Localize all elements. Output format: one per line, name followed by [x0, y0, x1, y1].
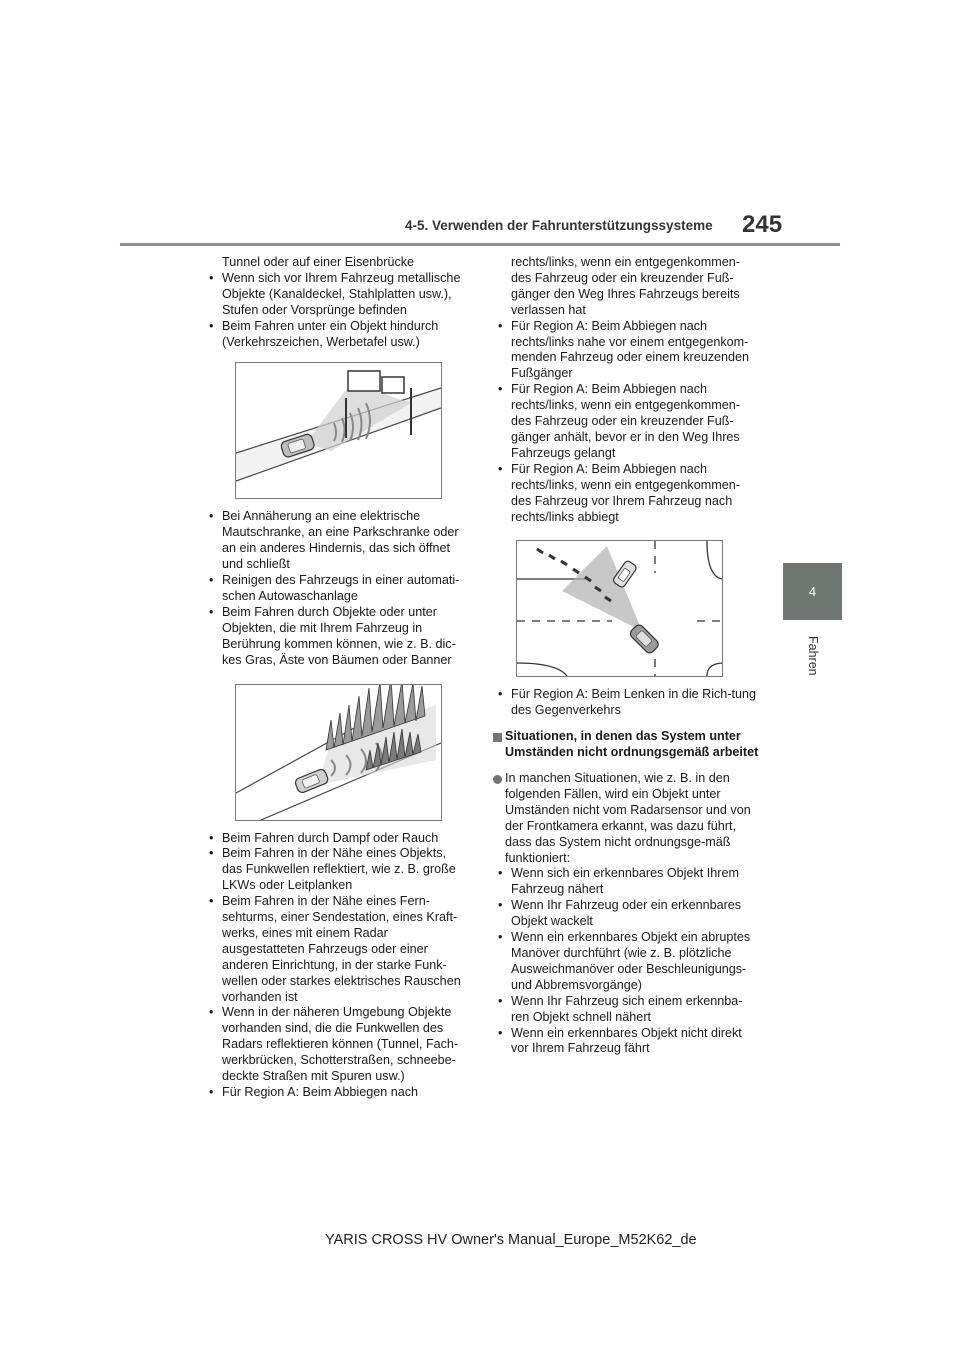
list-item: • Wenn ein erkennbares Objekt nicht direkt vor Ihrem Fahrzeug fährt: [492, 1026, 760, 1058]
list-item: • Wenn Ihr Fahrzeug sich einem erkennba-ren Objekt schnell nähert: [492, 994, 760, 1026]
list-item: • Für Region A: Beim Abbiegen nach rechts/links, wenn ein entgegenkommen-des Fahrzeug oder ein kreuzender Fuß-gänger anhält, bevor er in den Weg Ihres Fahrzeugs gelangt: [492, 382, 760, 462]
list-item: • Beim Fahren unter ein Objekt hindurch (Verkehrszeichen, Werbetafel usw.): [203, 319, 466, 351]
list-item: • Reinigen des Fahrzeugs in einer automati-schen Autowaschanlage: [203, 573, 466, 605]
continuation-text: Tunnel oder auf einer Eisenbrücke: [222, 255, 415, 269]
right-column: [492, 255, 760, 1057]
tall-grass-illustration: [235, 684, 442, 821]
page-number: 245: [742, 211, 783, 238]
list-item: • Für Region A: Beim Abbiegen nach rechts/links nahe vor einem entgegenkom-menden Fahrzeug oder einem kreuzenden Fußgänger: [492, 319, 760, 383]
chapter-label: Fahren: [806, 636, 820, 676]
list-item: • Für Region A: Beim Abbiegen nach rechts/links, wenn ein entgegenkommen-des Fahrzeug vor Ihrem Fahrzeug nach rechts/links abbiegt: [492, 462, 760, 526]
continuation-text: rechts/links, wenn ein entgegenkommen-des Fahrzeug oder ein kreuzender Fuß-gänger den Weg Ihres Fahrzeugs bereits verlassen hat: [511, 255, 740, 317]
header-divider: [120, 243, 840, 246]
list-item: • Beim Fahren in der Nähe eines Objekts, das Funkwellen reflektiert, wie z. B. große LKWs oder Leitplanken: [203, 846, 466, 894]
list-item: • Beim Fahren durch Dampf oder Rauch: [203, 831, 466, 847]
intersection-turn-illustration: [516, 540, 723, 677]
overhead-sign-illustration: [235, 362, 442, 499]
list-item: • Wenn sich vor Ihrem Fahrzeug metallische Objekte (Kanaldeckel, Stahlplatten usw.), Stufen oder Vorsprünge befinden: [203, 271, 466, 319]
section-heading: Situationen, in denen das System unter Umständen nicht ordnungsgemäß arbeitet: [492, 729, 760, 761]
list-item: • Wenn in der näheren Umgebung Objekte vorhanden sind, die die Funkwellen des Radars reflektieren können (Tunnel, Fach-werkbrücken, Schotterstraßen, schneebe-deckte Straßen mit Spuren usw.): [203, 1005, 466, 1085]
chapter-tab[interactable]: 4: [783, 563, 842, 620]
list-item: • Wenn Ihr Fahrzeug oder ein erkennbares Objekt wackelt: [492, 898, 760, 930]
footer-text: YARIS CROSS HV Owner's Manual_Europe_M52K62_de: [325, 1232, 697, 1248]
list-item: • Wenn sich ein erkennbares Objekt Ihrem Fahrzeug nähert: [492, 866, 760, 898]
list-item: • Für Region A: Beim Lenken in die Rich-tung des Gegenverkehrs: [492, 687, 760, 719]
section-title: 4-5. Verwenden der Fahrunterstützungssysteme: [405, 218, 713, 233]
list-item: • Bei Annäherung an eine elektrische Mautschranke, an eine Parkschranke oder an ein anderes Hindernis, das sich öffnet und schließt: [203, 509, 466, 573]
list-item: • Beim Fahren durch Objekte oder unter Objekten, die mit Ihrem Fahrzeug in Berührung kommen können, wie z. B. dic-kes Gras, Äste von Bäumen oder Banner: [203, 605, 466, 669]
list-item: • Für Region A: Beim Abbiegen nach: [203, 1085, 466, 1101]
paragraph: In manchen Situationen, wie z. B. in den folgenden Fällen, wird ein Objekt unter Umständen nicht vom Radarsensor und von der Frontkamera erkannt, was dazu führt, dass das System nicht ordnungsge-mäß funktioniert:: [492, 771, 760, 866]
left-column: [203, 255, 466, 1101]
list-item: • Wenn ein erkennbares Objekt ein abruptes Manöver durchführt (wie z. B. plötzliche Ausweichmanöver oder Beschleunigungs- und Abbremsvorgänge): [492, 930, 760, 994]
list-item: • Beim Fahren in der Nähe eines Fern-sehturms, einer Sendestation, eines Kraft-werks, eines mit einem Radar ausgestatteten Fahrzeugs oder einer anderen Einrichtung, in der starke Funk-wellen oder starkes elektrisches Rauschen vorhanden ist: [203, 894, 466, 1005]
